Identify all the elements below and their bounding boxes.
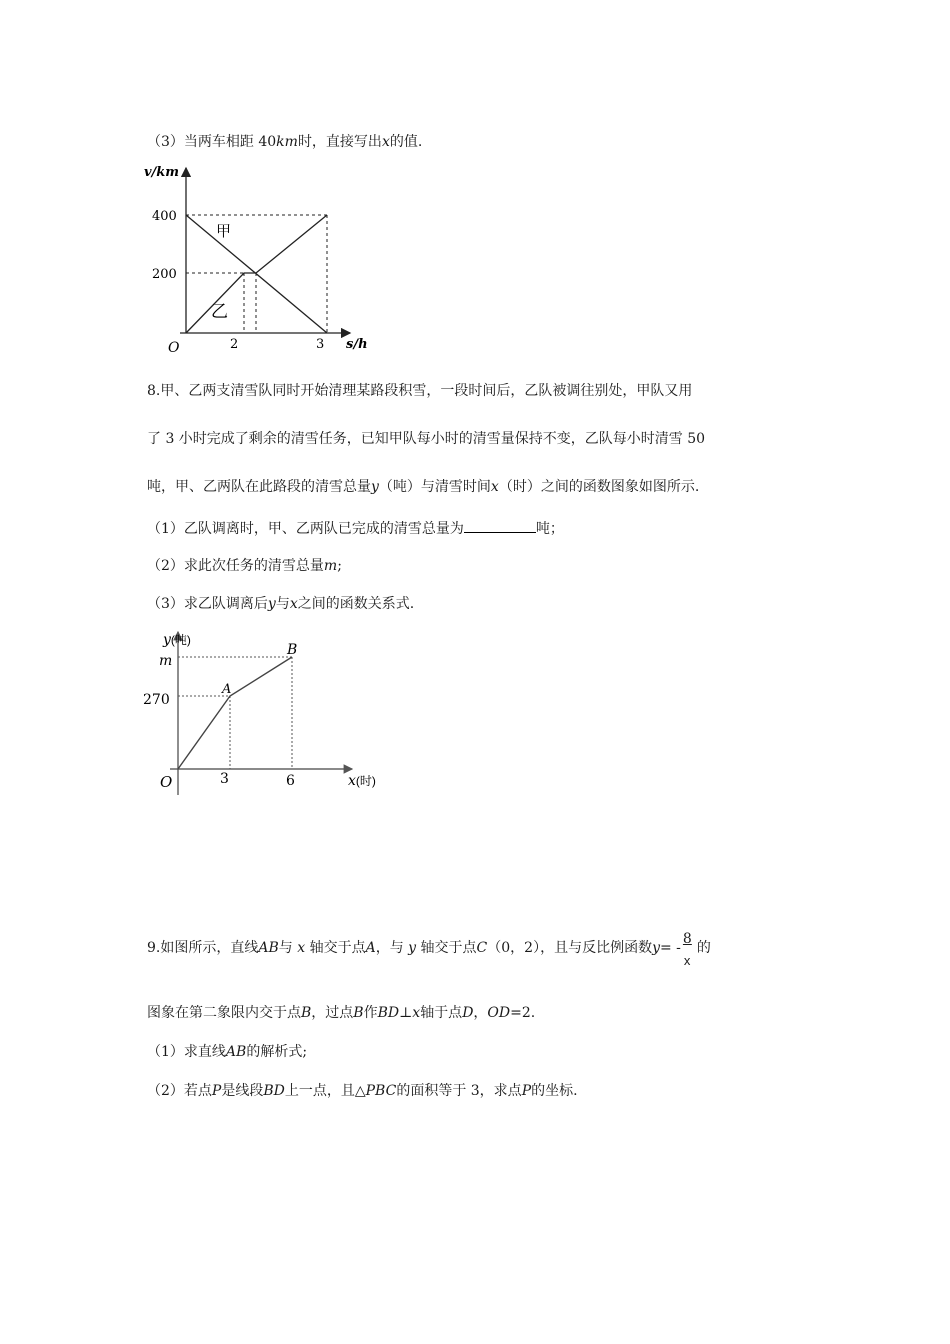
y-tick-400: 400 — [152, 209, 177, 224]
line-oab — [178, 657, 292, 769]
y-tick-270: 270 — [143, 692, 170, 708]
q8-part2: （2）求此次任务的清雪总量m; — [147, 558, 342, 574]
label-yi: 乙 — [211, 302, 228, 322]
x-tick-3: 3 — [220, 771, 229, 787]
q9-line1: 9.如图所示，直线AB与 x 轴交于点A，与 y 轴交于点C（0，2），且与反比例函数y= - $\frac{8}{x}$ 的 — [147, 931, 711, 968]
answer-blank — [464, 518, 536, 533]
x-tick-6: 6 — [286, 773, 295, 789]
y-tick-m: m — [159, 653, 173, 669]
x-tick-2: 2 — [230, 337, 239, 352]
x-axis-label: s/h — [346, 337, 368, 352]
origin-label: O — [168, 340, 180, 356]
q9-part1: （1）求直线AB的解析式; — [147, 1044, 308, 1060]
point-b-label: B — [287, 642, 298, 658]
q8-line2: 了 3 小时完成了剩余的清雪任务，已知甲队每小时的清雪量保持不变，乙队每小时清雪 50 — [147, 431, 706, 447]
q9-part2: （2）若点P是线段BD上一点，且△PBC的面积等于 3，求点P的坐标. — [147, 1083, 578, 1099]
x-tick-3: 3 — [316, 337, 325, 352]
q9-line2: 图象在第二象限内交于点B，过点B作BD⊥x轴于点D，OD=2. — [147, 1005, 536, 1021]
y-axis-label: y(吨) — [163, 632, 191, 648]
y-tick-200: 200 — [152, 267, 177, 282]
graph-2 — [140, 625, 390, 795]
q8-part3: （3）求乙队调离后y与x之间的函数关系式. — [147, 596, 415, 612]
fraction-8-over-x: $\frac{8}{x}$ — [682, 931, 692, 968]
label-jia: 甲 — [216, 222, 232, 240]
q8-part1: （1）乙队调离时，甲、乙两队已完成的清雪总量为 吨； — [147, 518, 564, 539]
y-axis-label: v/km — [144, 165, 180, 180]
point-a-label: A — [222, 682, 232, 697]
graph-1 — [140, 160, 380, 360]
q8-line1: 8.甲、乙两支清雪队同时开始清理某路段积雪，一段时间后，乙队被调往别处，甲队又用 — [147, 383, 693, 399]
q7-part3: （3）当两车相距 40km时，直接写出x的值. — [147, 134, 423, 150]
origin-label: O — [160, 773, 173, 791]
x-axis-label: x(时) — [348, 773, 376, 789]
q8-line3: 吨，甲、乙两队在此路段的清雪总量y（吨）与清雪时间x（时）之间的函数图象如图所示. — [147, 479, 700, 495]
